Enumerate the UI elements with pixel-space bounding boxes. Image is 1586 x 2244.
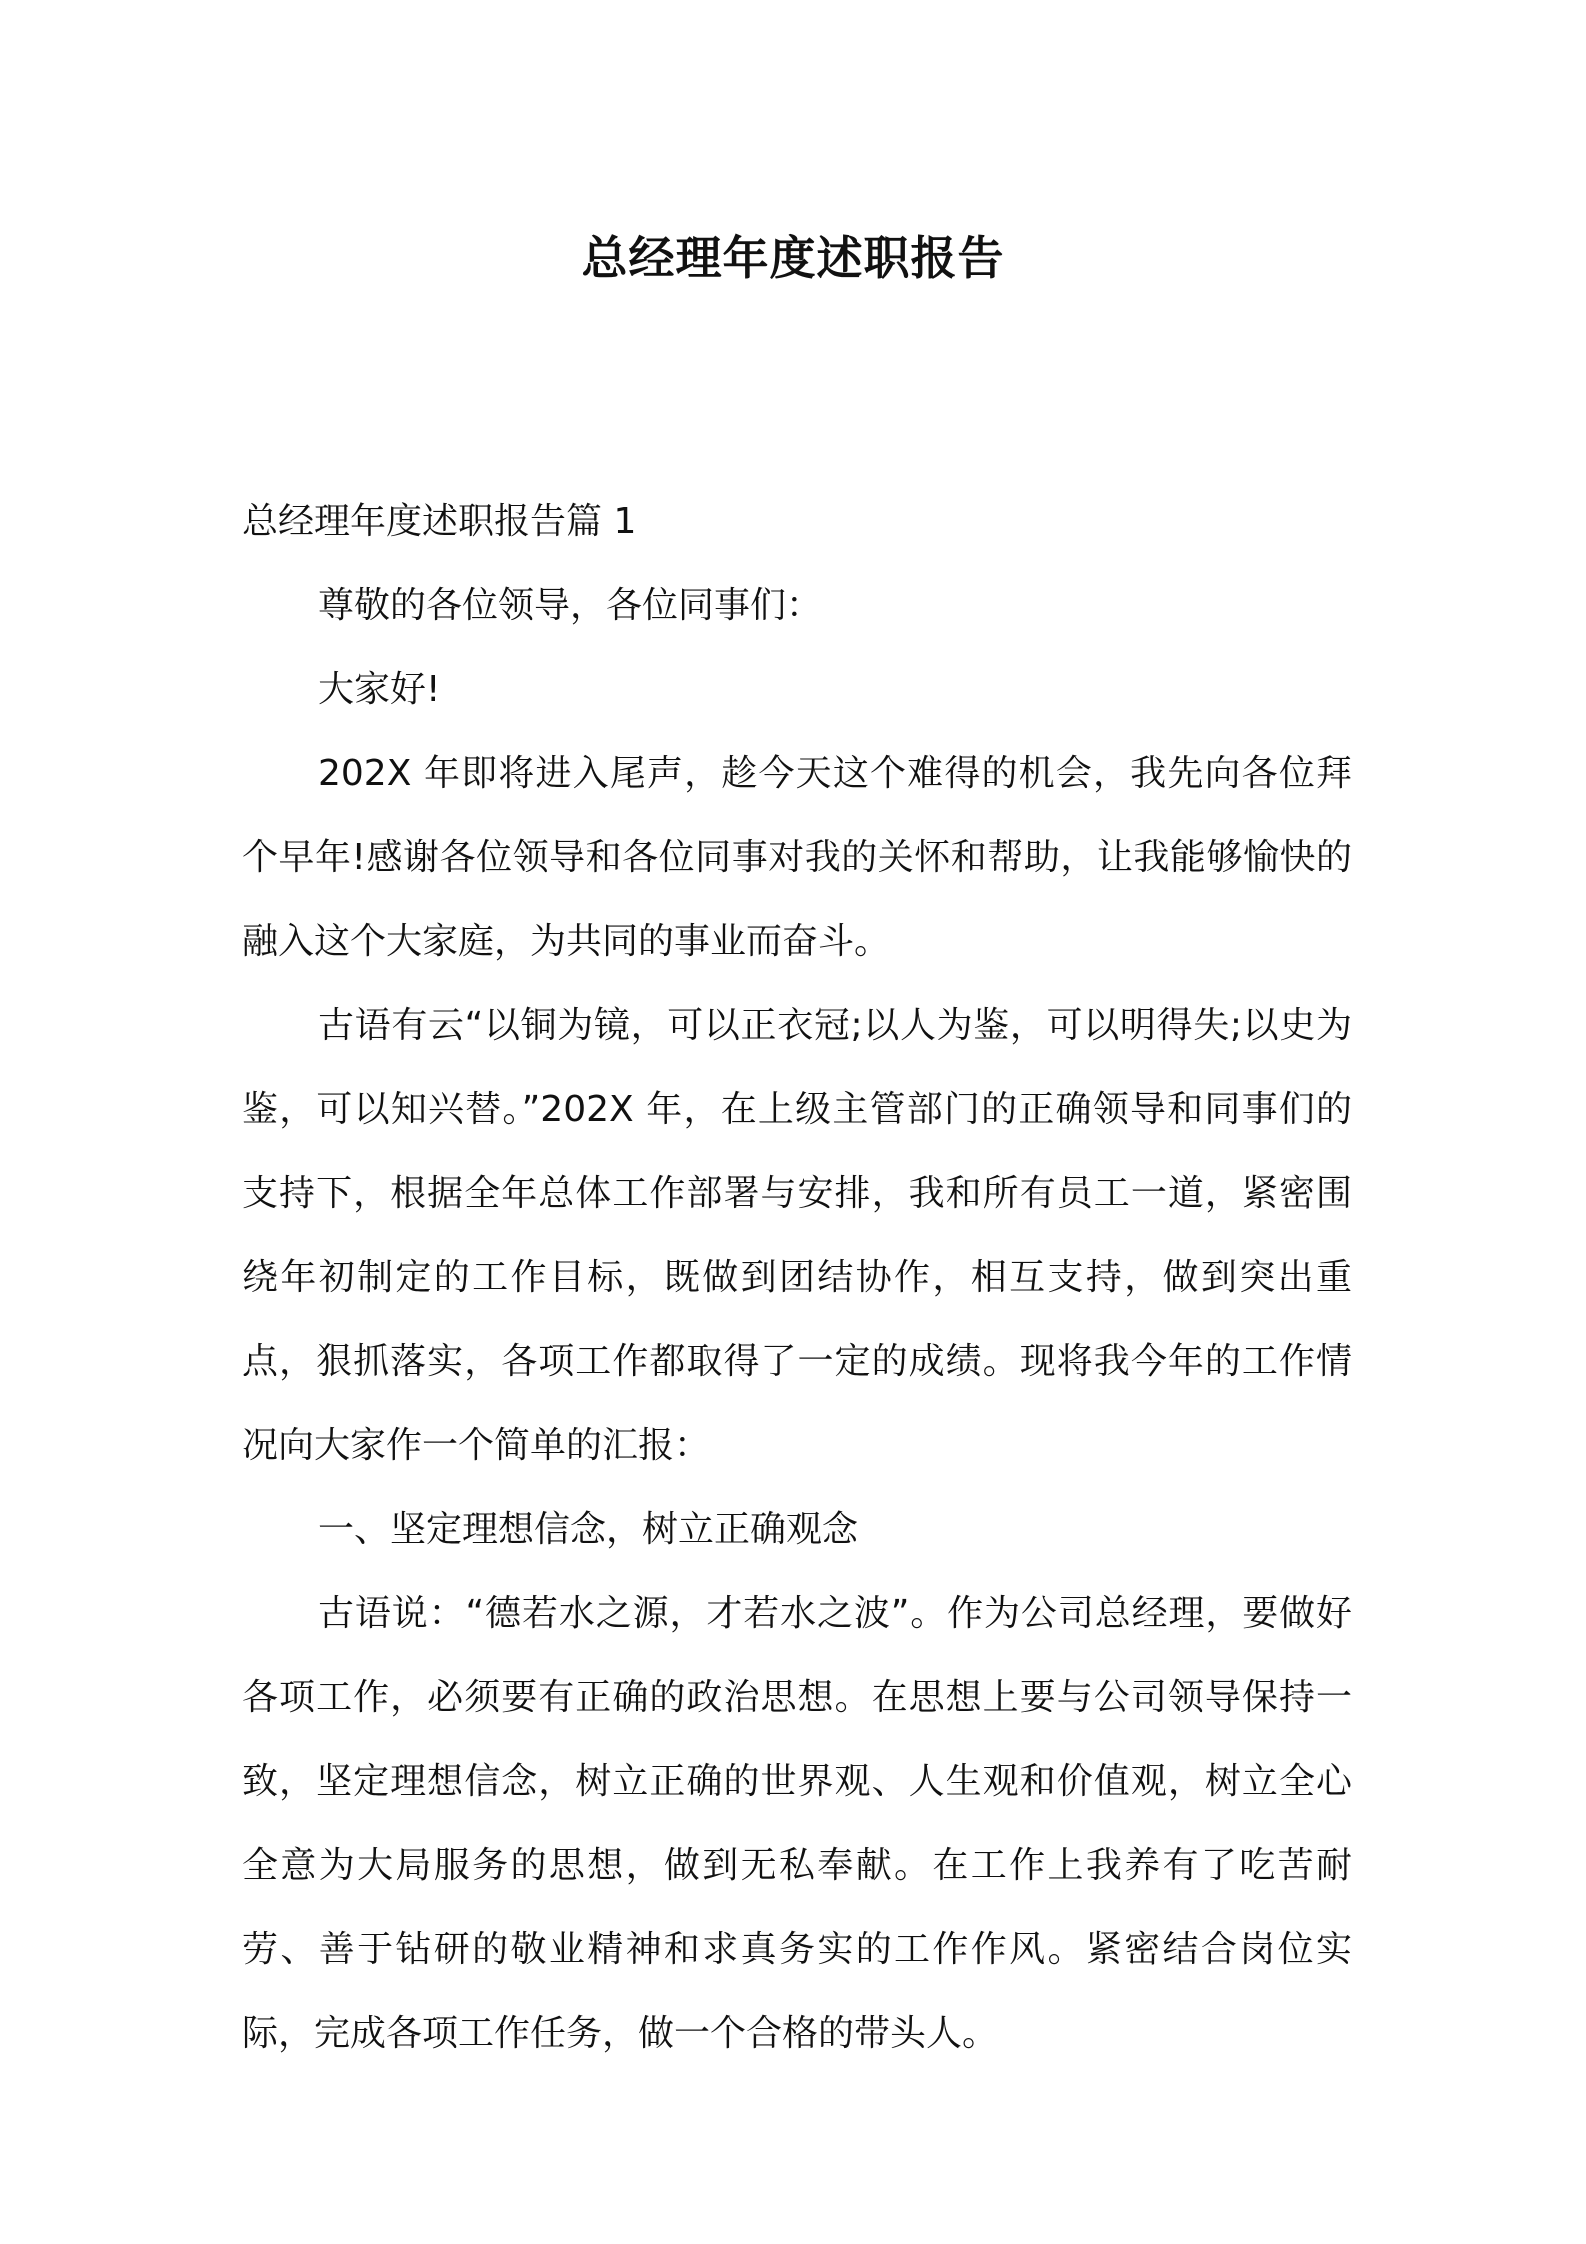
paragraph-opening: 202X 年即将进入尾声，趁今天这个难得的机会，我先向各位拜个早年!感谢各位领导和各位同事对我的关怀和帮助，让我能够愉快的融入这个大家庭，为共同的事业而奋斗。 (242, 753, 1352, 962)
salutation: 尊敬的各位领导，各位同事们： (318, 585, 823, 626)
document-title: 总经理年度述职报告 (581, 231, 1005, 285)
paragraph-ideals: 古语说：“德若水之源，才若水之波”。作为公司总经理，要做好各项工作，必须要有正确的政治思想。在思想上要与公司领导保持一致，坚定理想信念，树立正确的世界观、人生观和价值观，树立全心全意为大局服务的思想，做到无私奉献。在工作上我养有了吃苦耐劳、善于钻研的敬业精神和求真务实的工作作风。紧密结合岗位实际，完成各项工作任务，做一个合格的带头人。 (242, 1593, 1352, 2054)
document-body (242, 480, 1352, 2076)
paragraph-quote-history: 古语有云“以铜为镜，可以正衣冠;以人为鉴，可以明得失;以史为鉴，可以知兴替。”202X 年，在上级主管部门的正确领导和同事们的支持下，根据全年总体工作部署与安排，我和所有员工一道，紧密围绕年初制定的工作目标，既做到团结协作，相互支持，做到突出重点，狠抓落实，各项工作都取得了一定的成绩。现将我今年的工作情况向大家作一个简单的汇报： (242, 1005, 1352, 1466)
greeting: 大家好! (318, 669, 441, 710)
section-heading: 总经理年度述职报告篇 1 (242, 501, 637, 542)
subheading-ideals: 一、坚定理想信念，树立正确观念 (318, 1509, 859, 1550)
